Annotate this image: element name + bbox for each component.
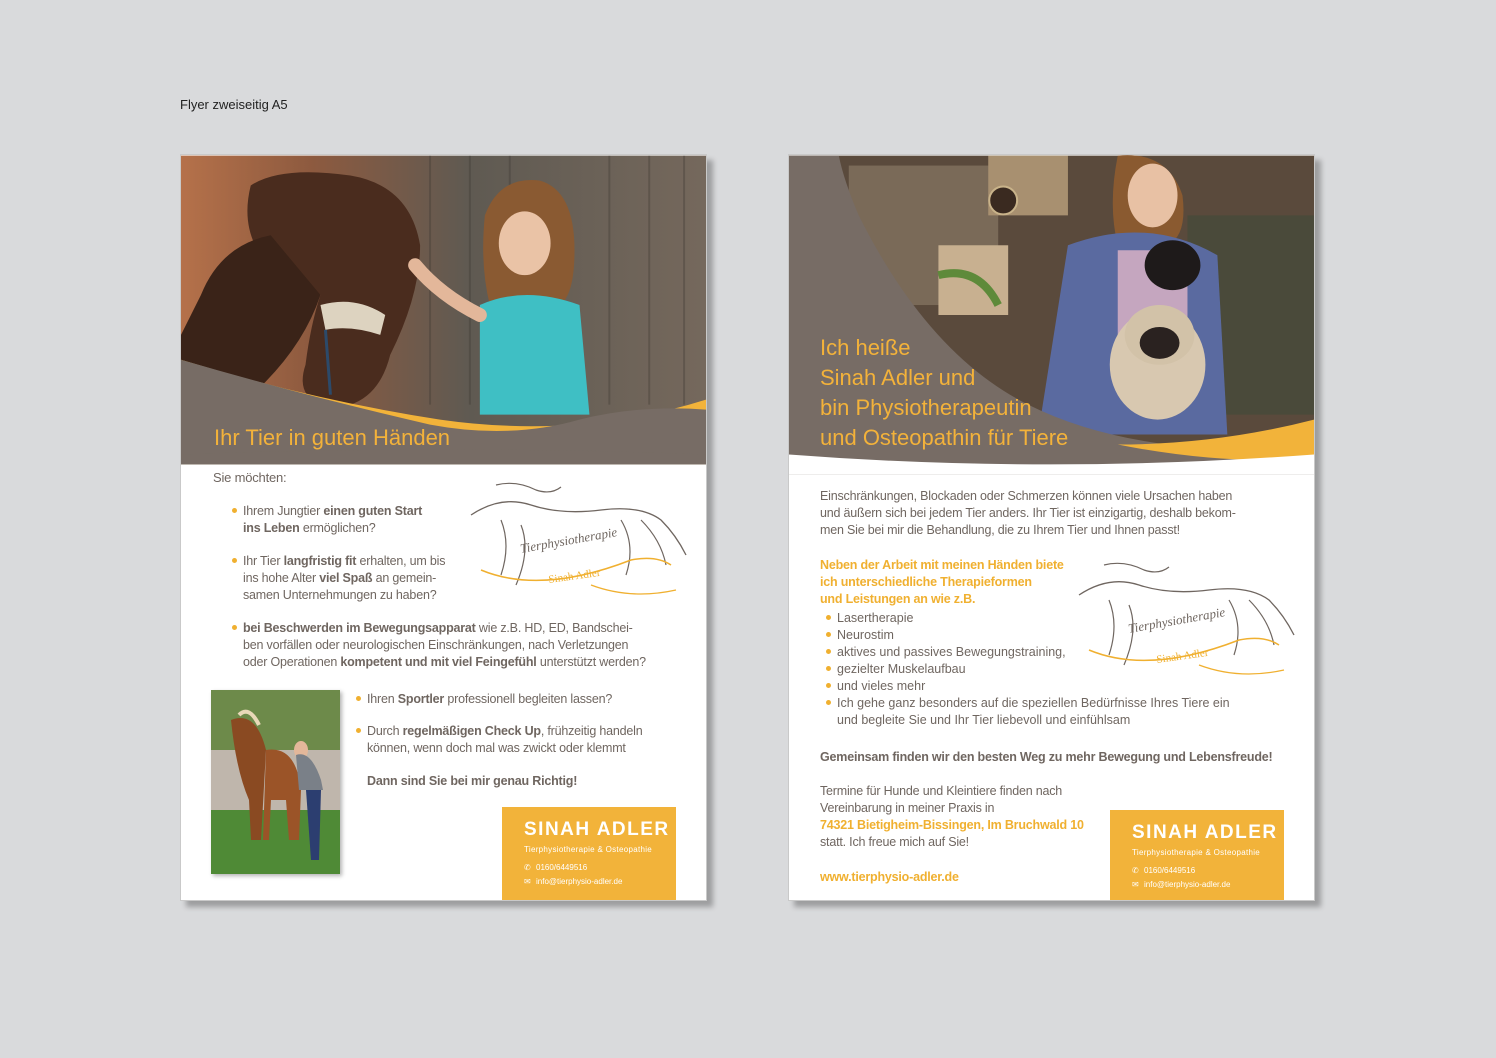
- mail-icon: ✉: [1132, 880, 1139, 889]
- phone-icon: ✆: [524, 863, 531, 872]
- hero-photo-horse: [181, 155, 706, 465]
- front-bullet-4: Ihren Sportler professionell begleiten lassen?: [367, 691, 612, 708]
- flyer-front: [180, 154, 707, 901]
- card-subtitle: Tierphysiotherapie & Osteopathie: [1132, 848, 1261, 857]
- list-item: Lasertherapie: [837, 610, 913, 627]
- front-bullet-5: Durch regelmäßigen Check Up, frühzeitig handeln können, wenn doch mal was zwickt oder klemmt: [367, 723, 642, 757]
- card-email: ✉ info@tierphysio-adler.de: [1132, 880, 1231, 889]
- front-closing: Dann sind Sie bei mir genau Richtig!: [367, 774, 578, 788]
- list-item: aktives und passives Bewegungstraining,: [837, 644, 1066, 661]
- back-intro-paragraph: Einschränkungen, Blockaden oder Schmerzen können viele Ursachen haben und äußern sich bei jedem Tier anders. Ihr Tier ist einzigartig, deshalb bekom- men Sie bei mir die Behandlung, die zu Ihrem Tier und Ihnen passt!: [820, 489, 1236, 537]
- page-label: Flyer zweiseitig A5: [180, 97, 288, 112]
- back-together: Gemeinsam finden wir den besten Weg zu mehr Bewegung und Lebensfreude!: [820, 750, 1273, 764]
- tierphysio-logo-front: [461, 475, 701, 610]
- card-phone: ✆ 0160/6449516: [524, 863, 588, 872]
- back-appointment: Termine für Hunde und Kleintiere finden nach Vereinbarung in meiner Praxis in 74321 Bietigheim-Bissingen, Im Bruchwald 10 statt. Ich freue mich auf Sie!: [820, 784, 1084, 849]
- tierphysio-logo-back: [1069, 555, 1309, 690]
- contact-card-back: [1110, 810, 1284, 901]
- list-item: gezielter Muskelaufbau: [837, 661, 966, 678]
- front-headline: Ihr Tier in guten Händen: [214, 425, 451, 450]
- card-phone: ✆ 0160/6449516: [1132, 866, 1196, 875]
- svg-text:Tierphysiotherapie: Tierphysiotherapie: [1126, 604, 1227, 636]
- front-bullet-1: Ihrem Jungtier einen guten Start ins Leben ermöglichen?: [243, 503, 422, 537]
- svg-text:Sinah Adler: Sinah Adler: [1155, 646, 1210, 666]
- phone-icon: ✆: [1132, 866, 1139, 875]
- list-item: Ich gehe ganz besonders auf die speziellen Bedürfnisse Ihres Tiere ein und begleite Sie und Ihr Tier liebevoll und einfühlsam: [837, 695, 1230, 729]
- list-item: Neurostim: [837, 627, 894, 644]
- back-offer-lead: Neben der Arbeit mit meinen Händen biete ich unterschiedliche Therapieformen und Leistungen an wie z.B.: [820, 558, 1064, 606]
- card-name: SINAH ADLER: [1132, 822, 1278, 843]
- photo-horse-small: [211, 690, 340, 874]
- front-bullet-2: Ihr Tier langfristig fit erhalten, um bis ins hohe Alter viel Spaß an gemein- samen Unternehmungen zu haben?: [243, 553, 445, 604]
- back-headline: Ich heiße Sinah Adler und bin Physiotherapeutin und Osteopathin für Tiere: [820, 335, 1069, 450]
- card-email: ✉ info@tierphysio-adler.de: [524, 877, 623, 886]
- list-item: und vieles mehr: [837, 678, 925, 695]
- back-website-link[interactable]: www.tierphysio-adler.de: [820, 870, 959, 884]
- contact-card-front: [502, 807, 676, 901]
- card-name: SINAH ADLER: [524, 819, 670, 840]
- svg-text:Sinah Adler: Sinah Adler: [547, 566, 602, 586]
- front-bullet-3: bei Beschwerden im Bewegungsapparat wie z.B. HD, ED, Bandschei- ben vorfällen oder neurologischen Einschränkungen, nach Verletzungen oder Operationen kompetent und mit viel Feingefühl unterstützt werden?: [243, 620, 646, 671]
- flyer-back: [788, 154, 1315, 901]
- svg-text:Tierphysiotherapie: Tierphysiotherapie: [518, 524, 619, 556]
- front-intro: Sie möchten:: [213, 470, 287, 485]
- card-subtitle: Tierphysiotherapie & Osteopathie: [524, 845, 653, 854]
- mail-icon: ✉: [524, 877, 531, 886]
